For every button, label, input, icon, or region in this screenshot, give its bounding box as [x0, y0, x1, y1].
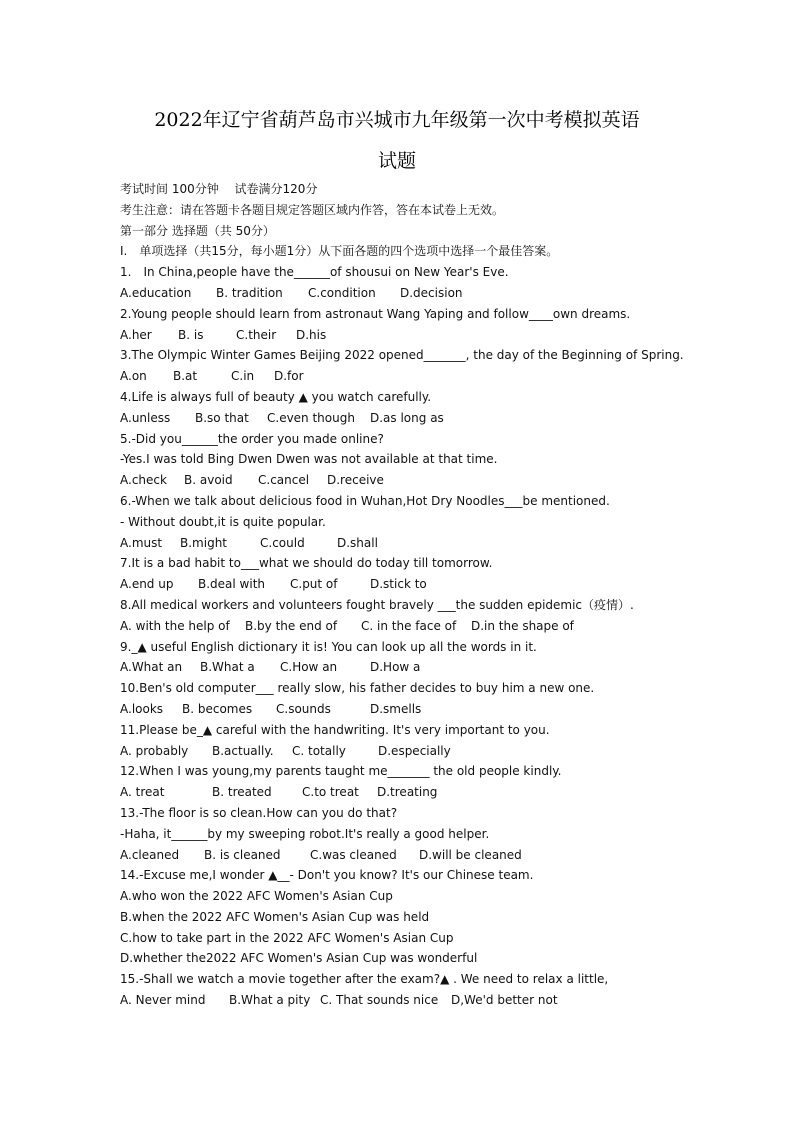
- option-d: D.as long as: [370, 410, 444, 425]
- question-8-options: [120, 616, 700, 637]
- exam-title-line1: 2022年辽宁省葫芦岛市兴城市九年级第一次中考模拟英语: [154, 109, 640, 131]
- question-10: 10.Ben's old computer___ really slow, his father decides to buy him a new one.: [120, 681, 595, 696]
- option-d: D.smells: [370, 701, 422, 716]
- exam-notice: 考生注意：请在答题卡各题目规定答题区域内作答，答在本试卷上无效。: [120, 202, 505, 217]
- option-d: D.treating: [377, 785, 438, 800]
- question-1-options: [120, 283, 700, 304]
- question-4-options: [120, 408, 700, 429]
- option-a: A.cleaned: [120, 847, 180, 862]
- question-1: 1. In China,people have the______of shousui on New Year's Eve.: [120, 265, 509, 280]
- option-d: D.in the shape of: [471, 618, 574, 633]
- option-b: B.actually.: [212, 743, 274, 758]
- question-13-options: [120, 845, 700, 866]
- option-a: A.looks: [120, 701, 164, 716]
- option-c: C.in: [231, 369, 255, 384]
- option-d: D.decision: [400, 285, 463, 300]
- option-d: D.How a: [370, 660, 421, 675]
- question-6: 6.-When we talk about delicious food in Wuhan,Hot Dry Noodles___be mentioned.: [120, 493, 610, 508]
- question-11-options: [120, 741, 700, 762]
- question-14-option-a: A.who won the 2022 AFC Women's Asian Cup: [120, 889, 393, 904]
- option-a: A.her: [120, 327, 152, 342]
- option-a: A. Never mind: [120, 993, 206, 1008]
- question-10-options: [120, 699, 700, 720]
- question-15: 15.-Shall we watch a movie together after the exam?▲ . We need to relax a little,: [120, 972, 609, 987]
- question-9-options: [120, 657, 700, 678]
- question-2-options: [120, 325, 700, 346]
- question-14: 14.-Excuse me,I wonder ▲__- Don't you know? It's our Chinese team.: [120, 868, 534, 883]
- option-a: A.must: [120, 535, 163, 550]
- question-5-options: [120, 470, 700, 491]
- option-c: C. totally: [292, 743, 346, 758]
- question-4: 4.Life is always full of beauty ▲ you watch carefully.: [120, 389, 432, 404]
- question-9: 9._▲ useful English dictionary it is! You can look up all the words in it.: [120, 639, 537, 654]
- option-b: B. avoid: [184, 473, 233, 488]
- question-13: 13.-The floor is so clean.How can you do that?: [120, 805, 398, 820]
- option-b: B.What a pity: [229, 993, 311, 1008]
- question-5-reply: -Yes.I was told Bing Dwen Dwen was not available at that time.: [120, 452, 498, 467]
- question-14-option-d: D.whether the2022 AFC Women's Asian Cup was wonderful: [120, 951, 478, 966]
- question-7-options: [120, 574, 700, 595]
- option-c: C.sounds: [276, 701, 331, 716]
- option-c: C.was cleaned: [310, 847, 397, 862]
- question-5: 5.-Did you______the order you made online?: [120, 431, 384, 446]
- option-b: B. is cleaned: [204, 847, 281, 862]
- question-11: 11.Please be_▲ careful with the handwriting. It's very important to you.: [120, 722, 550, 737]
- option-d: D.especially: [378, 743, 451, 758]
- option-a: A. probably: [120, 743, 189, 758]
- question-14-option-b: B.when the 2022 AFC Women's Asian Cup was held: [120, 909, 430, 924]
- option-b: B.What a: [200, 660, 255, 675]
- option-a: A.What an: [120, 660, 183, 675]
- option-b: B. tradition: [216, 285, 283, 300]
- question-14-option-c: C.how to take part in the 2022 AFC Women's Asian Cup: [120, 930, 454, 945]
- option-c: C.condition: [308, 285, 376, 300]
- option-d: D.receive: [327, 473, 384, 488]
- question-13-reply: -Haha, it______by my sweeping robot.It's really a good helper.: [120, 826, 490, 841]
- option-c: C.How an: [280, 660, 338, 675]
- question-6-options: [120, 533, 700, 554]
- question-8: 8.All medical workers and volunteers fought bravely ___the sudden epidemic（疫情）.: [120, 597, 634, 612]
- option-b: B. treated: [212, 785, 272, 800]
- section-heading: I. 单项选择（共15分，每小题1分）从下面各题的四个选项中选择一个最佳答案。: [120, 244, 559, 259]
- option-a: A.check: [120, 473, 167, 488]
- question-7: 7.It is a bad habit to___what we should do today till tomorrow.: [120, 556, 493, 571]
- question-12: 12.When I was young,my parents taught me_______ the old people kindly.: [120, 764, 562, 779]
- option-c: C.could: [260, 535, 305, 550]
- option-d: D.will be cleaned: [419, 847, 522, 862]
- option-a: A. with the help of: [120, 618, 230, 633]
- exam-body: [120, 179, 700, 1011]
- option-b: B. becomes: [182, 701, 253, 716]
- question-3-options: [120, 366, 700, 387]
- option-c: C.their: [236, 327, 277, 342]
- option-b: B.at: [173, 369, 198, 384]
- option-d: D,We'd better not: [451, 993, 558, 1008]
- option-b: B.deal with: [198, 577, 266, 592]
- option-a: A.education: [120, 285, 192, 300]
- option-c: C. That sounds nice: [320, 993, 439, 1008]
- question-2: 2.Young people should learn from astronaut Wang Yaping and follow____own dreams.: [120, 306, 631, 321]
- option-b: B.might: [180, 535, 227, 550]
- exam-info: 考试时间 100分钟 试卷满分120分: [120, 182, 318, 196]
- option-c: C.to treat: [302, 785, 359, 800]
- question-12-options: [120, 782, 700, 803]
- option-c: C.put of: [290, 577, 338, 592]
- option-a: A.unless: [120, 410, 171, 425]
- option-c: C.even though: [267, 410, 355, 425]
- option-d: D.shall: [337, 535, 378, 550]
- option-d: D.for: [274, 369, 304, 384]
- option-b: B.by the end of: [245, 618, 338, 633]
- option-c: C. in the face of: [361, 618, 457, 633]
- question-15-options: [120, 990, 700, 1011]
- option-b: B. is: [178, 327, 204, 342]
- question-6-reply: - Without doubt,it is quite popular.: [120, 514, 326, 529]
- option-a: A.end up: [120, 577, 174, 592]
- option-a: A.on: [120, 369, 147, 384]
- option-b: B.so that: [195, 410, 249, 425]
- part-heading: 第一部分 选择题（共 50分）: [120, 223, 275, 238]
- option-d: D.stick to: [370, 577, 427, 592]
- option-a: A. treat: [120, 785, 165, 800]
- option-c: C.cancel: [258, 473, 310, 488]
- option-d: D.his: [296, 327, 327, 342]
- exam-title-line2: 试题: [377, 150, 416, 172]
- question-3: 3.The Olympic Winter Games Beijing 2022 opened_______, the day of the Beginning of Spring.: [120, 348, 684, 363]
